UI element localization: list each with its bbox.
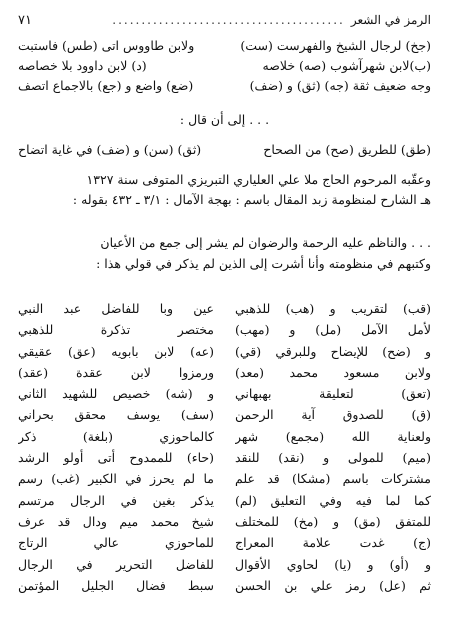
paragraph-line: وعقّبه المرحوم الحاج ملا علي العلياري التبريزي المتوفى سنة ١٣٢٧ — [86, 172, 431, 187]
verse-row — [18, 78, 431, 93]
poem-line: و (شه) خصيص للشهيد الثاني — [18, 386, 214, 402]
verse-row — [18, 38, 431, 53]
poem-line: للماحوزي عالي الرتاج — [18, 535, 214, 551]
header-dot-leader: ........................................ — [112, 13, 345, 27]
poem-line: ثم (عل) رمز علي بن الحسن — [235, 577, 431, 593]
verse-left: (ضع) واضع و (جع) بالاجماع اتصف — [18, 78, 194, 93]
poem-line: ورمزوا لابن عقدة (عقد) — [18, 364, 214, 380]
page-number: ٧١ — [18, 12, 32, 28]
poem-line: شيخ محمد ميم ودال قد عرف — [18, 513, 214, 529]
poem-line: (عه) لابن بابويه (عق) عقيقي — [18, 343, 214, 359]
verse-left: (ثق) (سن) و (ضف) في غاية اتضاح — [18, 142, 202, 157]
poem-line: (ج) غدت علامة المعراج — [235, 535, 431, 551]
transition-text: . . . إلى أن قال : — [179, 112, 270, 127]
poem-line: ولابن مسعود محمد (معد) — [235, 364, 431, 380]
verse-right: (ب)لابن شهرآشوب (صه) خلاصه — [262, 58, 431, 73]
page-title: الرمز في الشعر — [350, 13, 431, 27]
paragraph-line: هـ الشارح لمنظومة زبد المقال باسم : بهجة الآمال : ٣/١ ـ ٤٣٢ بقوله : — [72, 192, 431, 207]
verse-row — [18, 142, 431, 157]
verse-right: (جخ) لرجال الشيخ والفهرست (ست) — [240, 38, 431, 53]
paragraph-line: . . . والناظم عليه الرحمة والرضوان لم يشر إلى جمع من الأعيان — [100, 235, 431, 250]
paragraph-line: وكتبهم في منظومته وأنا أشرت إلى الذين لم يذكر في قولي هذا : — [96, 256, 431, 271]
poem-line: و (أو) و (يا) لحاوي الأقوال — [235, 556, 431, 572]
verse-left: ولابن طاووس اتى (طس) فاستبت — [18, 38, 195, 53]
running-header — [18, 10, 431, 30]
poem-line: لأمل الآمل (مل) و (مهب) — [235, 322, 431, 338]
poem-line: (قب) لتقريب و (هب) للذهبي — [235, 301, 431, 316]
poem-block — [18, 298, 431, 618]
poem-left-column — [18, 298, 214, 596]
poem-line: ولعناية الله (مجمع) شهر — [235, 428, 431, 444]
poem-line: (سف) يوسف محقق بحراني — [18, 407, 214, 423]
poem-line: كما لما فيه وفي التعليق (لم) — [235, 492, 431, 508]
poem-line: (ميم) للمولى و (نقد) للنقد — [235, 450, 431, 466]
poem-line: عين وبا للفاضل عبد النبي — [18, 301, 214, 316]
verse-right: (طق) للطريق (صح) من الصحاح — [263, 142, 431, 157]
verse-left: (د) لابن داوود بلا خصاصه — [18, 58, 147, 73]
poem-line: (حاء) للممدوح أتى أولو الرشد — [18, 450, 214, 466]
poem-line: يذكر بغين في الرجال مرتسم — [18, 492, 214, 508]
verse-row — [18, 58, 431, 73]
poem-line: للمتفق (مق) و (مخ) للمختلف — [235, 513, 431, 529]
poem-line: ما لم يحرز في الكبير (غب) رسم — [18, 471, 214, 487]
poem-line: و (ضح) للإيضاح وللبرقي (قي) — [235, 343, 431, 359]
poem-line: مختصر تذكرة للذهبي — [18, 322, 214, 338]
poem-line: سبط فضال الجليل المؤتمن — [18, 577, 214, 593]
poem-line: كالماحوزي (بلغة) ذكر — [18, 428, 214, 444]
poem-line: (تعق) لتعليقة بهبهاني — [235, 386, 431, 402]
poem-line: للفاضل التحرير في الرجال — [18, 556, 214, 572]
poem-right-column — [235, 298, 431, 596]
poem-line: (ق) للصدوق آية الرحمن — [235, 407, 431, 423]
verse-right: وجه ضعيف ثقة (جه) (ثق) و (ضف) — [249, 78, 431, 93]
poem-line: مشتركات باسم (مشكا) قد علم — [235, 471, 431, 487]
